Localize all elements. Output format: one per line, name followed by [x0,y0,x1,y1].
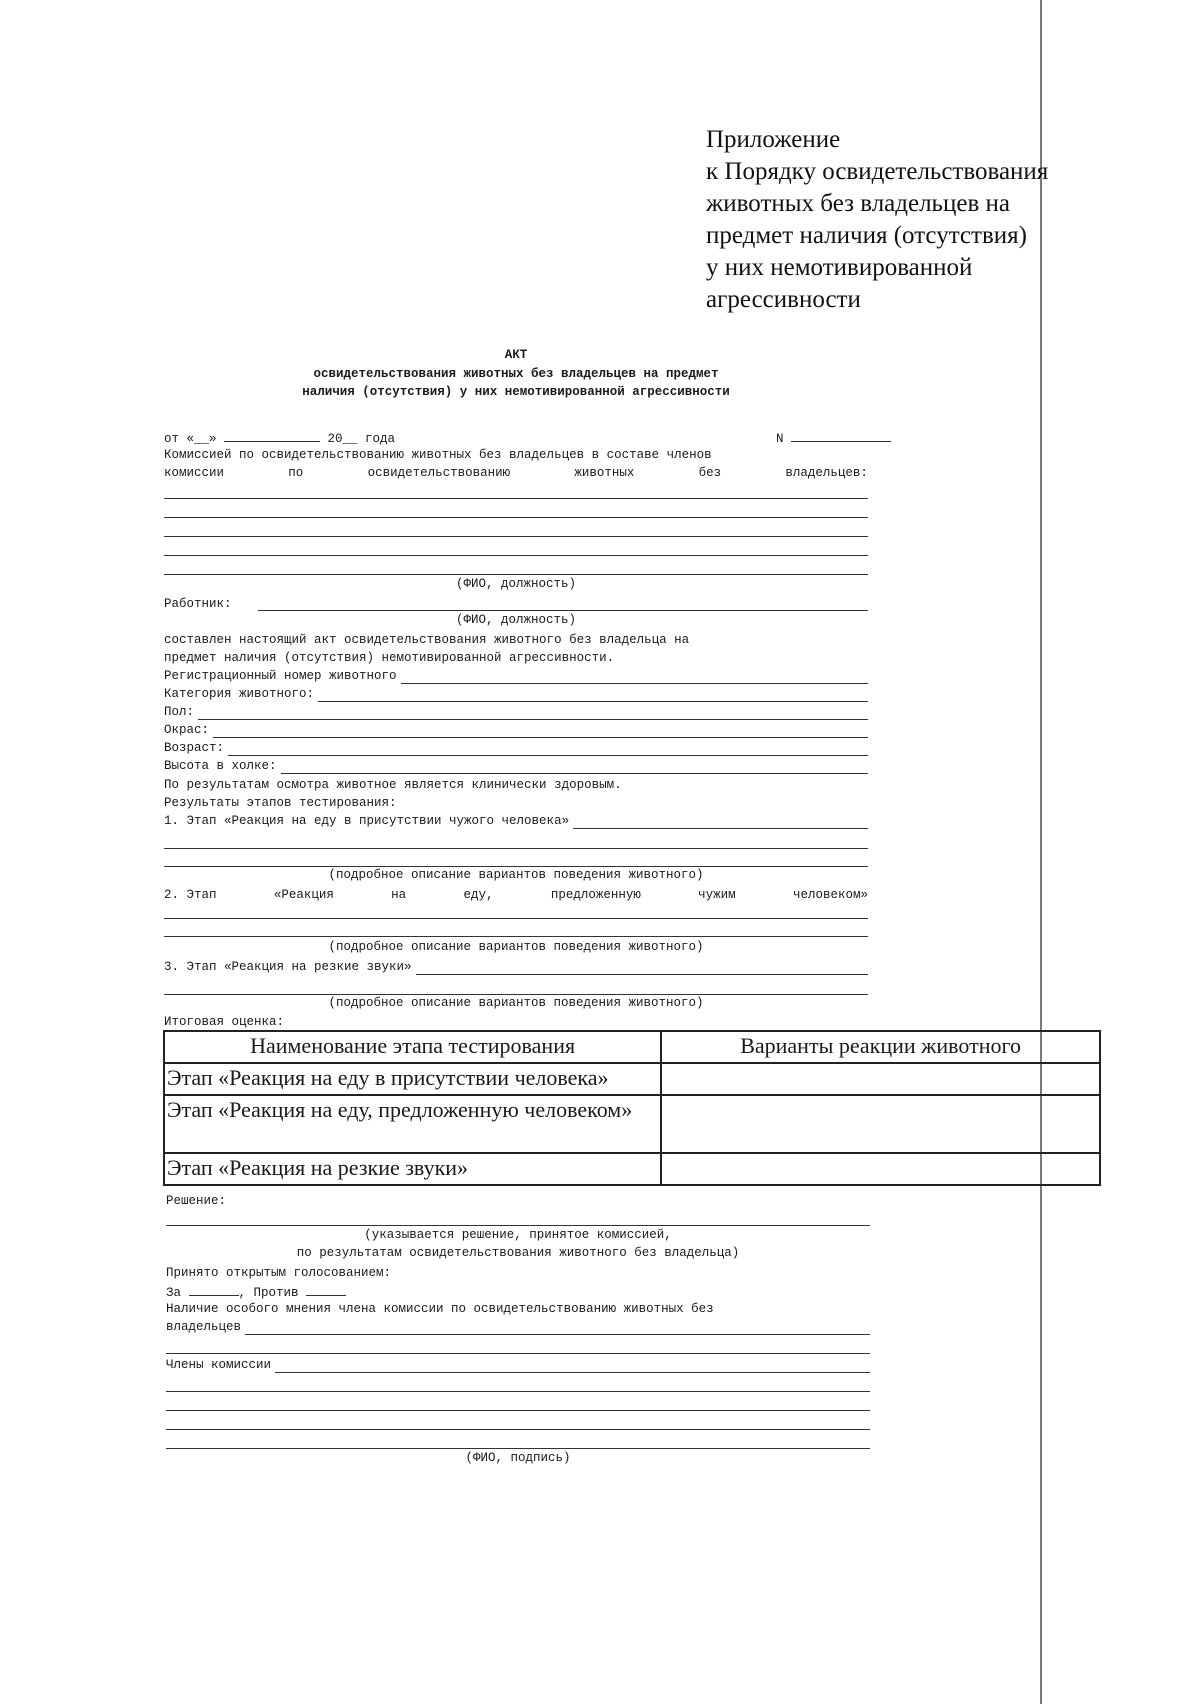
behavior-caption: (подробное описание вариантов поведения животного) [328,868,704,882]
against-label: , Против [238,1286,299,1300]
height-label: Высота в холке: [164,757,281,775]
commission-line-justified [164,464,868,482]
stage1-field[interactable] [164,848,868,849]
word: без [698,466,722,480]
stage2-field[interactable] [164,918,868,919]
word: «Реакция [273,888,334,902]
word: животных [574,466,635,480]
opinion-field[interactable] [166,1334,870,1335]
worker-field[interactable] [258,610,868,611]
word: освидетельствованию [367,466,511,480]
date-line [164,428,395,448]
inspection-text: По результатам осмотра животное является клинически здоровым. [164,778,622,792]
table-row [164,1153,1100,1185]
decision-caption: по результатам освидетельствования животного без владельца) [296,1246,740,1260]
number-label: N [776,432,784,446]
vote-line [166,1282,346,1302]
color-field[interactable] [164,737,868,738]
final-assessment-table [163,1030,1101,1186]
stage-cell: Этап «Реакция на резкие звуки» [164,1153,661,1185]
commission-member-field[interactable] [164,498,868,499]
act-subtitle-line: освидетельствования животных без владельцев на предмет [313,366,719,381]
reaction-cell[interactable] [661,1063,1100,1095]
date-prefix: от «__» [164,432,217,446]
stage2-label [164,886,868,904]
stage-cell: Этап «Реакция на еду, предложенную человеком» [164,1095,661,1153]
stage1-label: 1. Этап «Реакция на еду в присутствии чужого человека» [164,812,573,830]
commission-line: Комиссией по освидетельствованию животных без владельцев в составе членов [164,448,712,462]
table-header-row [164,1031,1100,1063]
word: чужим [698,888,736,902]
commission-member-field[interactable] [164,574,868,575]
year-label: 20__ года [327,432,396,446]
final-label: Итоговая оценка: [164,1015,285,1029]
table-row [164,1095,1100,1153]
word: на [391,888,407,902]
act-subtitle-line: наличия (отсутствия) у них немотивированной агрессивности [302,385,730,399]
stage2-field[interactable] [164,936,868,937]
word: по [288,466,304,480]
members-field[interactable] [166,1391,870,1392]
fio-caption: (ФИО, должность) [455,577,577,591]
appendix-line: Приложение [706,126,841,153]
against-count-field[interactable] [306,1282,346,1296]
tests-header: Результаты этапов тестирования: [164,796,397,810]
number-block [776,428,891,448]
members-field[interactable] [166,1448,870,1449]
sex-label: Пол: [164,703,198,721]
appendix-line: у них немотивированной [706,254,973,281]
stage3-field[interactable] [164,994,868,995]
for-count-field[interactable] [189,1282,239,1296]
stage1-field[interactable] [164,866,868,867]
appendix-line: животных без владельцев на [706,190,1010,217]
sex-field[interactable] [164,719,868,720]
word: человеком» [792,888,868,902]
members-label: Члены комиссии [166,1356,275,1374]
compiled-line: предмет наличия (отсутствия) немотивированной агрессивности. [164,651,615,665]
worker-label: Работник: [164,597,232,611]
reg-number-label: Регистрационный номер животного [164,667,401,685]
table-row [164,1063,1100,1095]
decision-label: Решение: [166,1194,227,1208]
age-label: Возраст: [164,739,228,757]
act-title [164,346,868,402]
behavior-caption: (подробное описание вариантов поведения животного) [328,940,704,954]
commission-member-field[interactable] [164,536,868,537]
opinion-label: владельцев [166,1318,245,1336]
word: еду, [463,888,494,902]
appendix-line: к Порядку освидетельствования [706,158,1049,185]
column-header: Наименование этапа тестирования [164,1031,661,1063]
month-field[interactable] [224,428,320,442]
opinion-line: Наличие особого мнения члена комиссии по освидетельствованию животных без [166,1302,714,1316]
compiled-line: составлен настоящий акт освидетельствования животного без владельца на [164,633,690,647]
reaction-cell[interactable] [661,1153,1100,1185]
word: 2. Этап [164,888,217,902]
behavior-caption: (подробное описание вариантов поведения животного) [328,996,704,1010]
appendix-heading [706,124,1126,316]
decision-caption: (указывается решение, принятое комиссией, [364,1228,672,1242]
category-label: Категория животного: [164,685,318,703]
word: владельцев: [785,466,868,480]
vote-label: Принято открытым голосованием: [166,1266,392,1280]
reaction-cell[interactable] [661,1095,1100,1153]
opinion-field[interactable] [166,1353,870,1354]
appendix-line: предмет наличия (отсутствия) [706,222,1027,249]
fio-caption: (ФИО, должность) [455,613,577,627]
color-label: Окрас: [164,721,213,739]
stage3-label: 3. Этап «Реакция на резкие звуки» [164,958,416,976]
commission-member-field[interactable] [164,555,868,556]
appendix-line: агрессивности [706,286,861,313]
fio-signature-caption: (ФИО, подпись) [465,1451,571,1465]
word: предложенную [550,888,641,902]
number-field[interactable] [791,428,891,442]
commission-member-field[interactable] [164,517,868,518]
age-field[interactable] [164,755,868,756]
column-header: Варианты реакции животного [661,1031,1100,1063]
act-title-word: АКТ [504,348,528,362]
stage-cell: Этап «Реакция на еду в присутствии человека» [164,1063,661,1095]
word: комиссии [164,466,225,480]
members-field[interactable] [166,1410,870,1411]
members-field[interactable] [166,1429,870,1430]
decision-field[interactable] [166,1225,870,1226]
for-label: За [166,1286,182,1300]
